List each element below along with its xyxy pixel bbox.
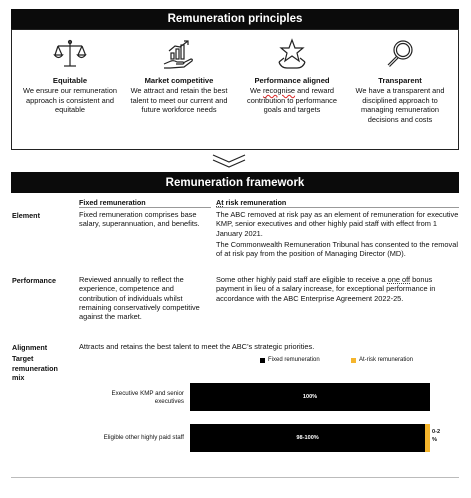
principle-title: Market competitive [144, 76, 214, 85]
element-risk-text: The Commonwealth Remuneration Tribunal has consented to the removal of at risk pay from the position of Managing Director (MD). [216, 240, 458, 259]
principle-text: We have a transparent and disciplined approach to managing remuneration decisions and costs [355, 86, 445, 124]
bar-at-risk [425, 424, 430, 452]
row-label-target-mix: Target remuneration mix [12, 354, 58, 382]
column-header-at-risk [216, 198, 286, 207]
principle-text: We ensure our remuneration approach is consistent and equitable [23, 86, 117, 115]
alignment-text: Attracts and retains the best talent to meet the ABC’s strategic priorities. [79, 342, 315, 351]
text-part: Some other highly paid staff are eligible to receive a [216, 275, 388, 284]
performance-fixed-text: Reviewed annually to reflect the experience, competence and contribution of individuals whilst remaining conservatively competitive against the market. [79, 275, 200, 322]
divider [11, 477, 459, 478]
column-header-fixed: Fixed remuneration [79, 198, 146, 207]
chart-legend [260, 357, 320, 363]
principle-text-part: We [249, 86, 263, 95]
element-fixed-text: Fixed remuneration comprises base salary, superannuation, and benefits. [79, 210, 200, 229]
text-part: one off [387, 275, 411, 284]
spellcheck-flag: recognise [262, 86, 296, 95]
growth-chart-hand-icon [162, 38, 196, 70]
column-header-part: risk remuneration [223, 198, 287, 207]
star-hand-icon [275, 38, 309, 70]
principle-title: Equitable [52, 76, 88, 85]
principle-market-competitive [129, 38, 229, 115]
principle-title: Performance aligned [254, 76, 330, 85]
principle-text [242, 86, 342, 115]
column-header-part: At [216, 198, 224, 207]
divider [216, 207, 459, 208]
bar-fixed: 98-100% [190, 424, 425, 452]
bar-category-label: Eligible other highly paid staff [103, 434, 184, 441]
divider [79, 207, 211, 208]
bar-value-label: 0-2 % [432, 429, 441, 443]
chevron-down-icon [211, 153, 247, 169]
bar-fixed: 100% [190, 383, 430, 411]
magnifier-icon [383, 38, 417, 70]
chart-legend [351, 357, 413, 363]
framework-banner [11, 172, 459, 193]
legend-swatch [260, 358, 265, 363]
performance-risk-text [216, 275, 459, 303]
text-part: bonus payment in lieu of a salary increase, for exceptional performance in accordance with the ABC Enterprise Agreement 2022-25. [216, 275, 436, 303]
principle-title: Transparent [378, 76, 422, 85]
bar-category-label: Executive KMP and senior executives [111, 390, 184, 405]
principle-text-part: and reward contribution to performance goals and targets [247, 86, 337, 115]
framework-title: Remuneration framework [165, 176, 305, 189]
principles-banner [11, 9, 459, 29]
principles-title: Remuneration principles [167, 13, 303, 25]
legend-label: At-risk remuneration [359, 357, 414, 363]
principle-performance-aligned [242, 38, 342, 115]
legend-swatch [351, 358, 356, 363]
principle-text: We attract and retain the best talent to meet our current and future workforce needs [130, 86, 228, 115]
principles-box [11, 29, 459, 150]
row-label-alignment: Alignment [12, 343, 48, 352]
row-label-performance: Performance [12, 276, 56, 285]
legend-label: Fixed remuneration [268, 357, 320, 363]
element-risk-text: The ABC removed at risk pay as an element of remuneration for executive KMP, senior executives and other highly paid staff with effect from 1 January 2021. [216, 210, 459, 238]
scales-icon [53, 38, 87, 70]
principle-transparent [348, 38, 452, 124]
principle-equitable [22, 38, 118, 115]
row-label-element: Element [12, 211, 40, 220]
